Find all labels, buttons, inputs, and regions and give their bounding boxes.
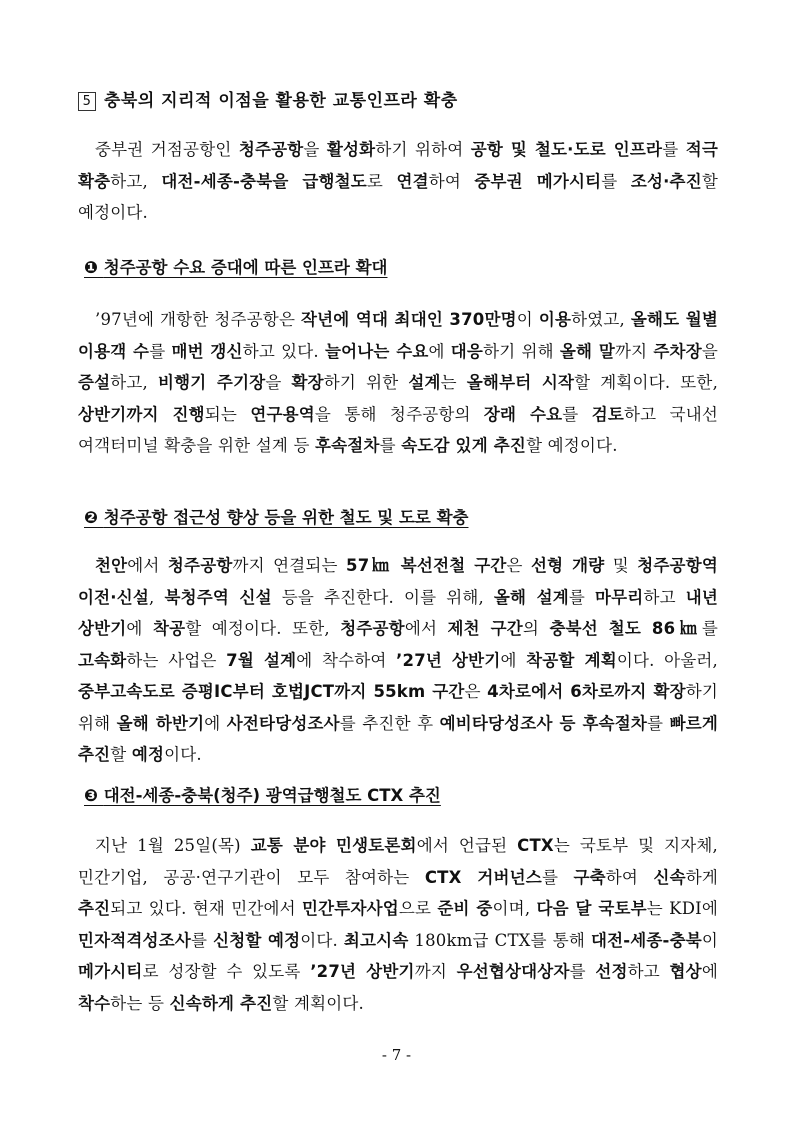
emphasis-text: 청주공항역 이전·신설 <box>78 556 718 607</box>
body-text: 를 <box>568 587 596 607</box>
section-number-box: 5 <box>78 92 96 111</box>
body-text: 를 <box>701 619 718 638</box>
emphasis-text: 협상 <box>669 962 702 981</box>
emphasis-text: 대전-세종-충북 <box>590 930 702 950</box>
emphasis-text: 신속 <box>653 867 686 887</box>
emphasis-text: 빠르게 추진 <box>78 713 718 764</box>
body-text: 할 계획이다. 또한, <box>574 373 719 392</box>
body-text: 는 <box>440 373 467 392</box>
emphasis-text: 청주공항 <box>340 619 405 638</box>
body-text: 는 국토부 및 지자체, 민간기업, 공공·연구기관이 모두 참여하는 <box>78 836 718 887</box>
body-text: 이다. <box>300 930 344 950</box>
emphasis-text: 선정 <box>595 962 628 981</box>
emphasis-text: 예정 <box>131 745 165 764</box>
emphasis-text: 착공할 계획 <box>526 650 617 670</box>
body-text: 하기 위해 <box>483 341 560 361</box>
emphasis-text: 매번 갱신 <box>171 341 243 361</box>
emphasis-text: 우선협상대상자 <box>456 962 570 981</box>
section-heading <box>78 86 458 111</box>
emphasis-text: 작년에 역대 최대인 370만명 <box>301 310 517 329</box>
body-text: 하고 국내선 여객터미널 확충을 위한 설계 등 <box>78 404 718 455</box>
body-text: 중부권 거점공항인 <box>95 140 239 159</box>
body-text: 을 통해 청주공항의 <box>314 404 484 424</box>
emphasis-text: 신청할 예정 <box>213 930 301 950</box>
body-text: 로 성장할 수 있도록 <box>142 962 311 981</box>
emphasis-text: 예비타당성조사 등 후속절차 <box>439 713 648 733</box>
subheading-1-title: 청주공항 수요 증대에 따른 인프라 확대 <box>103 258 388 277</box>
emphasis-text: 충북선 철도 86㎞ <box>549 619 702 638</box>
body-text: 에 <box>701 962 718 981</box>
body-text: 에 <box>204 713 227 733</box>
body-text: 하여 <box>428 171 475 191</box>
body-text: 으로 <box>398 899 438 918</box>
body-text: 할 계획이다. <box>272 993 364 1013</box>
emphasis-text: 주차장 <box>653 341 702 361</box>
body-text: 이 <box>516 310 539 329</box>
body-text: 에 착수하여 <box>296 650 397 670</box>
emphasis-text: 교통 분야 민생토론회 <box>250 836 417 855</box>
emphasis-text: 연구용역 <box>250 404 315 424</box>
body-text: 이다. <box>164 745 202 764</box>
body-text: , <box>149 587 165 607</box>
emphasis-text: 올해도 월별 이용객 수 <box>78 310 719 361</box>
body-text: 를 <box>562 404 592 424</box>
emphasis-text: 사전타당성조사 <box>226 713 340 733</box>
body-text: 이며, <box>492 899 537 918</box>
emphasis-text: 7월 설계 <box>226 650 297 670</box>
emphasis-text: CTX 거버넌스 <box>424 867 542 887</box>
body-text: 의 <box>522 619 550 638</box>
emphasis-text: 추진 <box>78 899 111 918</box>
body-text: 를 <box>601 171 631 191</box>
emphasis-text: 대응 <box>450 341 484 361</box>
body-text: 하고 <box>627 962 670 981</box>
body-text: 이 <box>701 930 719 950</box>
body-text: 되고 있다. 현재 민간에서 <box>110 899 303 918</box>
body-text: 하는 사업은 <box>126 650 227 670</box>
body-text: 180km급 CTX를 통해 <box>408 930 591 950</box>
body-text: 등을 추진한다. 이를 위해, <box>271 587 494 607</box>
emphasis-text: 활성화 <box>326 140 376 159</box>
emphasis-text: 조성·추진 <box>630 171 702 191</box>
emphasis-text: 선형 개량 <box>531 556 605 575</box>
emphasis-text: 청주공항 <box>238 140 304 159</box>
emphasis-text: 설계 <box>408 373 441 392</box>
emphasis-text: 공항 및 철도·도로 인프라 <box>470 140 663 159</box>
body-text: 이다. 아울러, <box>616 650 718 670</box>
body-text: 을 <box>701 341 718 361</box>
emphasis-text: 구축 <box>573 867 606 887</box>
emphasis-text: 메가시티 <box>78 962 143 981</box>
body-text: 하여 <box>605 867 654 887</box>
paragraph-2 <box>78 550 718 771</box>
body-text: 를 추진한 후 <box>339 713 440 733</box>
emphasis-text: 올해부터 시작 <box>466 373 575 392</box>
body-text: 까지 연결되는 <box>232 556 347 575</box>
body-text: 를 <box>569 962 596 981</box>
subheading-2-title: 청주공항 접근성 향상 등을 위한 철도 및 도로 확충 <box>103 508 469 527</box>
emphasis-text: 올해 하반기 <box>116 713 205 733</box>
body-text: 에서 <box>127 556 168 575</box>
emphasis-text: 상반기까지 진행 <box>78 404 205 424</box>
emphasis-text: 착수 <box>78 993 111 1013</box>
body-text: 에 <box>428 341 451 361</box>
body-text: 할 예정이다. <box>78 171 718 222</box>
emphasis-text: 민간투자사업 <box>302 899 399 918</box>
emphasis-text: 고속화 <box>78 650 127 670</box>
emphasis-text: 연결 <box>396 171 429 191</box>
emphasis-text: 이용 <box>538 310 572 329</box>
body-text: 할 예정이다. 또한, <box>185 619 341 638</box>
paragraph-1 <box>78 304 718 462</box>
emphasis-text: 제천 구간 <box>447 619 523 638</box>
body-text: 및 <box>604 556 638 575</box>
body-text: ’97년에 개항한 청주공항은 <box>95 310 302 329</box>
emphasis-text: 장래 수요 <box>483 404 563 424</box>
body-text: 하였고, <box>571 310 631 329</box>
bullet-3-icon: ❸ <box>84 786 98 805</box>
body-text: 에서 <box>404 619 448 638</box>
body-text: 까지 <box>614 341 654 361</box>
body-text: 로 <box>366 171 397 191</box>
emphasis-text: 천안 <box>95 556 128 575</box>
body-text: 할 예정이다. <box>526 436 618 455</box>
emphasis-text: 신속하게 추진 <box>169 993 273 1013</box>
body-text: 은 <box>506 556 531 575</box>
subheading-2 <box>84 504 468 528</box>
emphasis-text: 후속절차 <box>315 436 380 455</box>
emphasis-text: 증설 <box>78 373 111 392</box>
emphasis-text: 적극 확충 <box>78 140 718 191</box>
body-text: 를 <box>379 436 402 455</box>
emphasis-text: 준비 중 <box>437 899 493 918</box>
body-text: 하는 등 <box>110 993 170 1013</box>
emphasis-text: ’27년 상반기 <box>310 962 415 981</box>
body-text: 하고 있다. <box>242 341 325 361</box>
emphasis-text: 최고시속 <box>343 930 409 950</box>
body-text: 하기 위해 <box>78 682 719 733</box>
body-text: 를 <box>647 713 670 733</box>
paragraph-3 <box>78 830 718 1019</box>
emphasis-text: 마무리 <box>595 587 644 607</box>
body-text: 까지 <box>414 962 457 981</box>
body-text: 할 <box>110 745 132 764</box>
body-text: 에서 언급된 <box>416 836 518 855</box>
emphasis-text: 확장 <box>291 373 324 392</box>
emphasis-text: 내년 상반기 <box>78 587 718 638</box>
body-text: 을 <box>265 373 292 392</box>
subheading-3 <box>84 782 441 806</box>
bullet-1-icon: ❶ <box>84 258 98 277</box>
body-text: 되는 <box>204 404 251 424</box>
body-text: 하게 <box>685 867 718 887</box>
emphasis-text: 4차로에서 6차로까지 확장 <box>487 682 686 701</box>
body-text: 하고, <box>110 171 162 191</box>
body-text: 를 <box>541 867 574 887</box>
body-text: 을 <box>303 140 327 159</box>
emphasis-text: 올해 말 <box>559 341 615 361</box>
body-text: 에 <box>126 619 153 638</box>
subheading-3-title: 대전-세종-충북(청주) 광역급행철도 CTX 추진 <box>103 786 441 805</box>
emphasis-text: 북청주역 신설 <box>164 587 272 607</box>
emphasis-text: 속도감 있게 추진 <box>401 436 527 455</box>
body-text: 는 KDI에 <box>646 899 718 918</box>
body-text: 를 <box>662 140 686 159</box>
page-number: - 7 - <box>381 1046 412 1064</box>
emphasis-text: 중부고속도로 증평IC부터 호법JCT까지 55km 구간 <box>78 682 465 701</box>
intro-paragraph <box>78 134 718 229</box>
subheading-1 <box>84 254 387 278</box>
emphasis-text: 청주공항 <box>167 556 233 575</box>
emphasis-text: 대전-세종-충북을 급행철도 <box>161 171 367 191</box>
emphasis-text: CTX <box>517 836 554 855</box>
body-text: 를 <box>149 341 172 361</box>
body-text: 지난 1월 25일(목) <box>95 836 251 855</box>
emphasis-text: 착공 <box>152 619 186 638</box>
emphasis-text: 비행기 주기장 <box>158 373 266 392</box>
emphasis-text: 민자적격성조사 <box>78 930 191 950</box>
body-text: 은 <box>464 682 488 701</box>
emphasis-text: 올해 설계 <box>493 587 569 607</box>
body-text: 하기 위한 <box>323 373 409 392</box>
section-title: 충북의 지리적 이점을 활용한 교통인프라 확충 <box>104 91 458 111</box>
body-text: 하기 위하여 <box>375 140 471 159</box>
emphasis-text: 57㎞ 복선전철 구간 <box>346 556 507 575</box>
body-text: 를 <box>190 930 214 950</box>
body-text: 하고 <box>643 587 686 607</box>
emphasis-text: ’27년 상반기 <box>396 650 501 670</box>
bullet-2-icon: ❷ <box>84 508 98 527</box>
body-text: 하고, <box>110 373 159 392</box>
emphasis-text: 검토 <box>591 404 624 424</box>
body-text: 에 <box>500 650 527 670</box>
emphasis-text: 중부권 메가시티 <box>474 171 602 191</box>
emphasis-text: 늘어나는 수요 <box>325 341 429 361</box>
emphasis-text: 다음 달 국토부 <box>536 899 647 918</box>
